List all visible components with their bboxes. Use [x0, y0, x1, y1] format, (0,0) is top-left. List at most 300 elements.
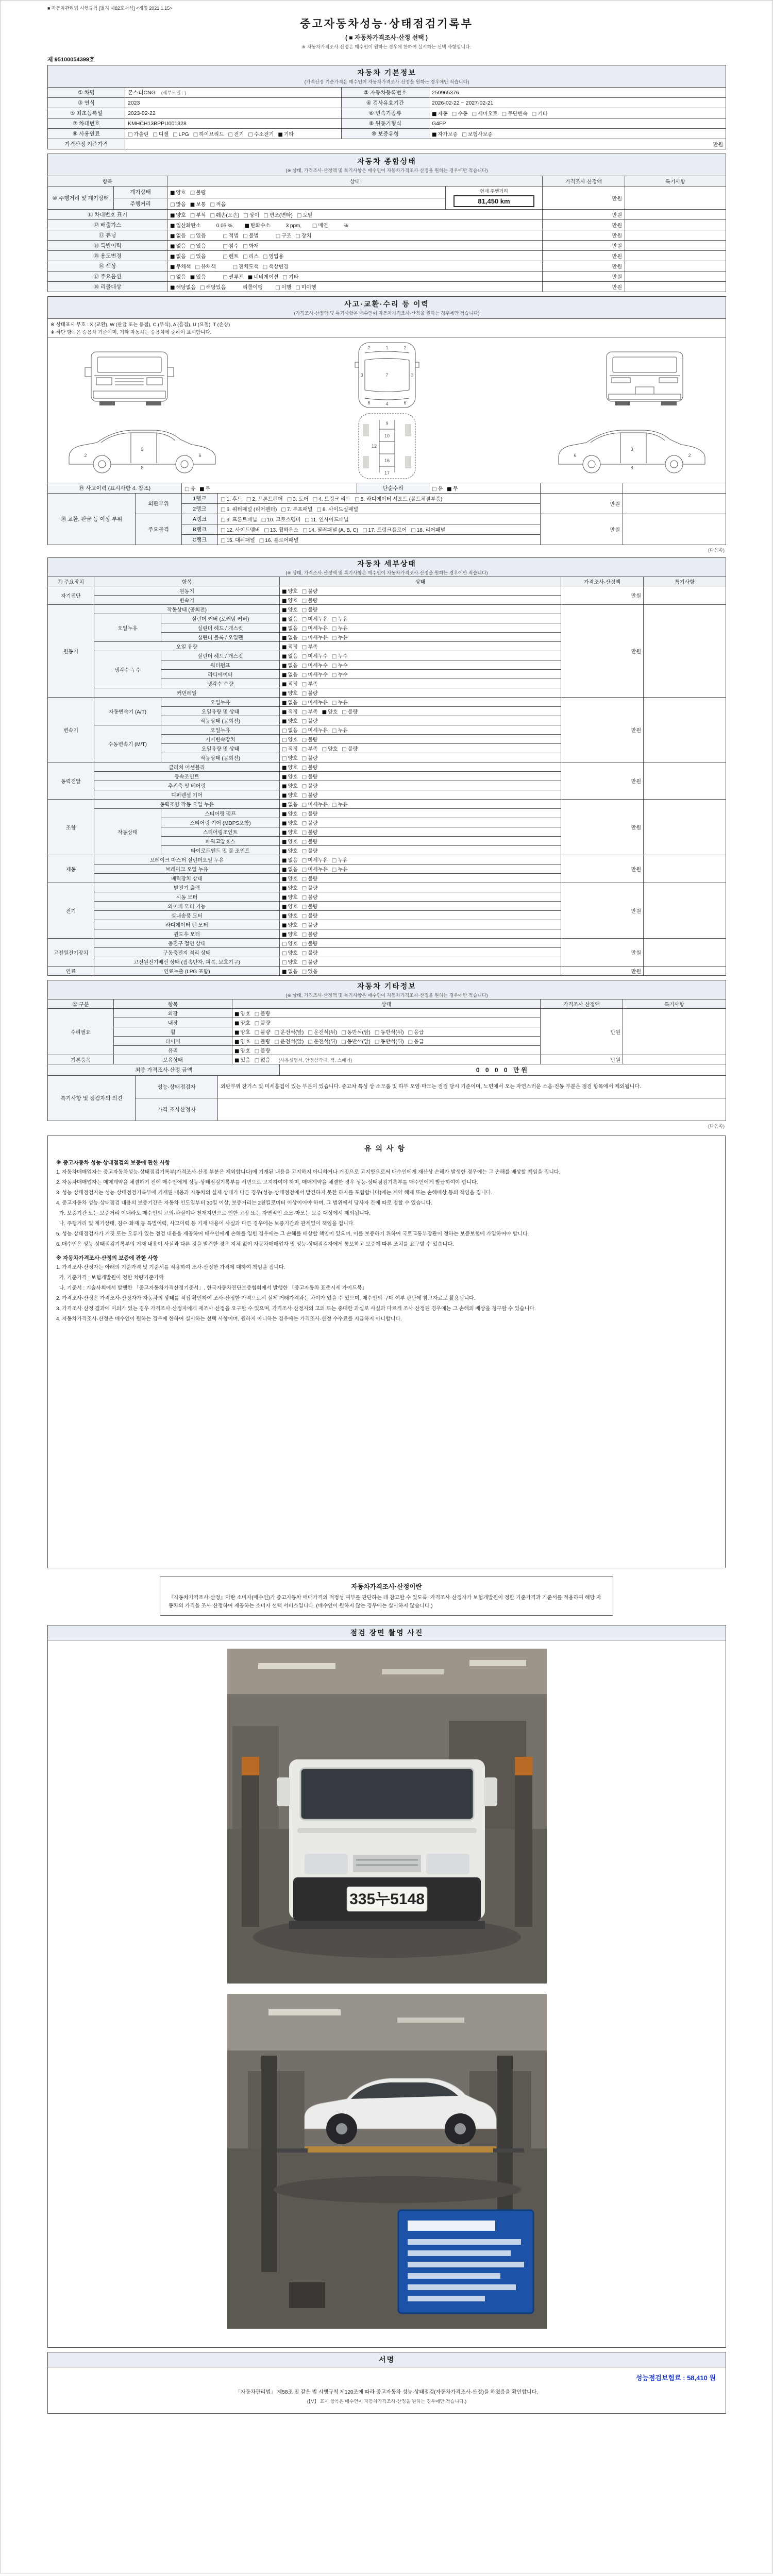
lab: 연료 [48, 967, 94, 976]
checkbox-group [167, 210, 543, 220]
note-cell [625, 272, 726, 282]
section-note: (가격산정 기준가격은 매수인이 자동차가격조사·산정을 원하는 경우에만 적습니다) [304, 79, 469, 84]
checkbox-icon: □ [221, 528, 226, 533]
svg-text:2: 2 [404, 345, 407, 350]
label-cell: ⑧ 원동기형식 [342, 118, 429, 129]
option [248, 273, 279, 280]
option [302, 624, 328, 632]
price-cell: 만원 [543, 220, 625, 230]
state [280, 698, 561, 707]
option-label: 없음 [288, 663, 298, 669]
price-cell: 만원 [543, 210, 625, 220]
option-label: 훼손(오손) [216, 213, 240, 218]
checkbox-icon: □ [274, 1030, 280, 1036]
state [280, 920, 561, 929]
checkbox-icon: □ [301, 756, 307, 761]
option [276, 231, 292, 239]
option [282, 809, 298, 817]
lab: 스티어링 펌프 [161, 809, 280, 818]
price-cell: 만원 [543, 241, 625, 251]
option [282, 717, 298, 724]
notecell [644, 762, 726, 800]
title-block [47, 15, 726, 50]
section-header-basic [48, 65, 726, 88]
option-label: 적정 [288, 709, 298, 715]
option [282, 735, 298, 743]
checkbox-icon: □ [301, 654, 307, 659]
checkbox-icon: □ [254, 1048, 260, 1054]
option-label: 양호 [288, 932, 298, 938]
option [302, 791, 318, 799]
option [462, 130, 493, 138]
checkbox-icon: □ [301, 904, 307, 910]
option [282, 726, 298, 734]
option [408, 1028, 424, 1036]
lab: 오일 유량 [94, 642, 280, 651]
lab: 고전원전기장치 [48, 939, 94, 967]
car-side-view-right [559, 430, 705, 473]
svg-text:4: 4 [385, 401, 389, 406]
checkbox-icon: □ [221, 497, 226, 502]
checkbox-icon: □ [301, 913, 307, 919]
option [221, 505, 277, 513]
svg-text:2: 2 [84, 453, 87, 458]
checkbox-icon: □ [287, 497, 292, 502]
option-label: 있음 [196, 275, 206, 280]
checkbox-group [170, 242, 210, 249]
option [255, 1056, 271, 1063]
table-row [48, 1009, 726, 1018]
notice-sections [56, 1159, 717, 1324]
option [190, 242, 206, 249]
option [221, 515, 257, 523]
option [472, 109, 498, 117]
checkbox-icon: □ [301, 830, 307, 836]
option-label: 응급 [414, 1030, 424, 1036]
checkbox-icon: □ [301, 765, 307, 771]
checkbox-icon: ■ [234, 1030, 240, 1036]
option-label: 보험사보증 [467, 132, 493, 138]
checkbox-group [218, 524, 541, 535]
row-label: ⑫ 배출가스 [48, 220, 167, 230]
option-label: 양호 [288, 756, 298, 761]
manwon: 만원 [561, 883, 644, 939]
lab: 타이어 [114, 1037, 232, 1046]
option [302, 930, 318, 938]
lab: 브레이크 마스터 실린더오일 누유 [94, 855, 280, 865]
emission-value: % [343, 223, 348, 229]
checkbox-icon: □ [316, 507, 322, 513]
option-label: 불법 [248, 233, 259, 239]
option-label: 양호 [288, 811, 298, 817]
option-label: 동반석(앞) [347, 1030, 371, 1036]
checkbox-group [170, 273, 210, 280]
state [280, 614, 561, 623]
option [302, 707, 318, 715]
option [295, 283, 316, 291]
option-label: 9. 프론트패널 [226, 517, 257, 523]
pricing-info-title: 자동차가격조사·산정이란 [351, 1583, 422, 1590]
final-price-value [280, 1064, 726, 1076]
option [153, 130, 169, 138]
lab: 조향 [48, 800, 94, 855]
option [287, 495, 309, 502]
option-label: 리스 [248, 254, 259, 260]
state [280, 651, 561, 660]
option [332, 865, 348, 873]
checkbox-group [312, 221, 332, 229]
checkbox-icon: □ [341, 1039, 346, 1045]
option [355, 495, 442, 502]
option-label: 없음 [288, 802, 298, 808]
option [362, 526, 407, 533]
svg-text:2: 2 [367, 345, 371, 350]
option [243, 231, 259, 239]
pricing-info-box [160, 1577, 613, 1616]
option-label: 부족 [308, 682, 318, 687]
option [255, 1019, 271, 1026]
option [282, 893, 298, 901]
section-header-overall [48, 154, 726, 176]
option-label: 없음 [288, 867, 298, 873]
option [312, 221, 328, 229]
lab: 타이로드엔드 및 볼 조인트 [161, 846, 280, 855]
checkbox-icon: □ [190, 213, 195, 218]
option-label: 부식 [196, 213, 206, 218]
note-cell [625, 241, 726, 251]
section-header-accident [48, 297, 726, 319]
checkbox-icon: ■ [282, 709, 287, 715]
checkbox-icon: □ [301, 700, 307, 706]
option [223, 252, 239, 260]
option-label: 양호 [240, 1021, 250, 1026]
option-label: 미세누유 [308, 728, 328, 734]
section-header-sign [48, 2352, 726, 2367]
option [128, 130, 148, 138]
lab: 원동기 [48, 605, 94, 698]
checkbox-icon: ■ [282, 867, 287, 873]
checkbox-icon: ■ [282, 626, 287, 632]
lab: 기어변속장치 [161, 735, 280, 744]
option-label: 양호 [240, 1039, 250, 1045]
option-label: 불량 [308, 923, 318, 928]
option-label: 불량 [260, 1011, 271, 1017]
checkbox-icon: □ [259, 538, 264, 544]
option [332, 661, 348, 669]
row-label: 주요골격 [136, 514, 182, 545]
checkbox-icon: □ [301, 663, 307, 669]
checkbox-group [429, 129, 726, 139]
checkbox-icon: ■ [282, 913, 287, 919]
notice-box [47, 1136, 726, 1568]
checkbox-icon: □ [261, 517, 266, 523]
note-cell [625, 261, 726, 272]
option [282, 763, 298, 771]
option [234, 1046, 250, 1054]
option-label: 부족 [308, 645, 318, 650]
section-title: 자동차 기타정보 [357, 982, 416, 990]
value-cell: 250965376 [429, 88, 726, 98]
option-label: 불량 [308, 784, 318, 789]
checkbox-icon: ■ [282, 589, 287, 595]
option-label: 운전석(뒤) [313, 1030, 338, 1036]
checkbox-icon: ■ [282, 635, 287, 641]
checkbox-icon: □ [301, 635, 307, 641]
option [223, 242, 239, 249]
rank-label: 2랭크 [182, 504, 218, 514]
option [283, 273, 299, 280]
insurance-fee [58, 2372, 716, 2382]
manwon: 만원 [541, 1055, 623, 1064]
color-state-cell [167, 261, 543, 272]
option [282, 680, 298, 687]
option-label: 불량 [308, 876, 318, 882]
checkbox-icon: □ [331, 663, 337, 669]
svg-text:7: 7 [385, 372, 389, 378]
option [302, 670, 328, 678]
lab: 발전기 출력 [94, 883, 280, 892]
option [302, 939, 318, 947]
section-title: 사고·교환·수리 등 이력 [344, 300, 429, 308]
final-unit: 만원 [513, 1066, 530, 1074]
label-cell: ④ 검사유효기간 [342, 98, 429, 108]
lab: 냉각수 누수 [94, 651, 161, 688]
checkbox-icon: □ [301, 737, 307, 743]
svg-text:8: 8 [141, 465, 144, 470]
option [282, 819, 298, 826]
note-cell [625, 282, 726, 292]
option-label: 불량 [308, 811, 318, 817]
detail-table-body [48, 586, 726, 976]
option [281, 505, 312, 513]
document-number: 제 95100054399호 [47, 57, 95, 63]
lab: 작동상태 [94, 809, 161, 855]
manwon: 만원 [561, 605, 644, 698]
checkbox-icon: □ [262, 264, 268, 270]
checkbox-icon: □ [301, 839, 307, 845]
label-cell: 가격산정 기준가격 [48, 139, 125, 149]
checkbox-group [125, 129, 342, 139]
option [302, 587, 318, 595]
checkbox-icon: □ [301, 960, 307, 965]
lab: 자동변속기 (A/T) [94, 698, 161, 725]
option-label: 썬루프 [228, 275, 244, 280]
option-label: 부족 [308, 709, 318, 715]
option-label: 불량 [308, 839, 318, 845]
checkbox-icon: ■ [282, 774, 287, 780]
checkbox-icon: ■ [170, 223, 175, 229]
col-header: 특기사항 [623, 999, 726, 1009]
photo-cell [48, 1640, 726, 2348]
notice-section [56, 1254, 717, 1324]
checkbox-icon: □ [331, 654, 337, 659]
option-label: 없음 [288, 858, 298, 863]
option-label: 불량 [308, 849, 318, 854]
state [280, 911, 561, 920]
inspection-info-board [398, 2210, 533, 2313]
option [282, 698, 298, 706]
svg-text:16: 16 [384, 458, 390, 463]
checkbox-icon: ■ [282, 700, 287, 706]
checkbox-icon: □ [301, 728, 307, 734]
option-label: 없음 [288, 635, 298, 641]
checkbox-icon: □ [301, 589, 307, 595]
checkbox-icon: ■ [282, 858, 287, 863]
checkbox-icon: □ [331, 635, 337, 641]
option [342, 744, 358, 752]
checkbox-group [170, 231, 210, 239]
lab: 수리필요 [48, 1009, 114, 1055]
option [322, 707, 338, 715]
option [170, 200, 186, 208]
option [302, 763, 318, 771]
option [302, 884, 318, 891]
option [244, 221, 270, 229]
note-cell [625, 251, 726, 261]
option [302, 846, 318, 854]
lab: 작동상태 (공회전) [161, 753, 280, 762]
checkbox-icon: □ [301, 607, 307, 613]
option [302, 642, 318, 650]
state [280, 800, 561, 809]
option [282, 856, 298, 863]
option-label: 없음 [288, 672, 298, 678]
base-price-cell: 만원 [125, 139, 726, 149]
checkbox-icon: □ [262, 254, 268, 260]
checkbox-icon: ■ [282, 719, 287, 724]
option-label: 누수 [338, 654, 348, 659]
checkbox-icon: □ [301, 802, 307, 808]
option-label: 불량 [196, 190, 206, 196]
option-label: 자가보증 [438, 132, 458, 138]
table-row [48, 939, 726, 948]
option-label: 12. 사이드멤버 [226, 528, 260, 533]
checkbox-group [233, 262, 293, 270]
checkbox-icon: ■ [190, 201, 195, 208]
lab: 워터펌프 [161, 660, 280, 670]
checkbox-group [429, 108, 726, 118]
checkbox-icon: ■ [170, 190, 175, 196]
option-label: 불량 [308, 951, 318, 956]
option-label: 적법 [228, 233, 239, 239]
checkbox-icon: □ [374, 1030, 380, 1036]
option [275, 1028, 304, 1036]
checkbox-icon: □ [301, 941, 307, 947]
state [280, 818, 561, 827]
option-label: 불량 [308, 821, 318, 826]
option-label: 양호 [288, 839, 298, 845]
option-label: 없음 [288, 700, 298, 706]
state [232, 1009, 541, 1018]
option-label: 화재 [248, 244, 259, 249]
option-label: 누수 [338, 663, 348, 669]
checkbox-icon: □ [303, 528, 308, 533]
option-label: 14. 필러패널 (A, B, C) [308, 528, 359, 533]
vin-value: KMHCH13BPPU001328 [125, 118, 342, 129]
lab: 구동축전지 격리 상태 [94, 948, 280, 957]
option-label: 전체도색 [239, 264, 259, 270]
option [411, 526, 445, 533]
checkbox-icon: □ [331, 728, 337, 734]
option [221, 495, 242, 502]
option-label: 누유 [338, 867, 348, 873]
row-label: ⑱ 리콜대상 [48, 282, 167, 292]
option-label: 네비게이션 [254, 275, 279, 280]
option [282, 828, 298, 836]
option [432, 109, 448, 117]
checkbox-icon: ■ [234, 1039, 240, 1045]
lab: 실내송풍 모터 [94, 911, 280, 920]
price-cell: 만원 [543, 251, 625, 261]
option [447, 484, 458, 492]
option [302, 782, 318, 789]
option-label: 불량 [260, 1048, 271, 1054]
lab: 작동상태 (공회전) [161, 716, 280, 725]
option [302, 837, 318, 845]
option-label: 이행 [281, 285, 292, 291]
lab: 오일유량 및 상태 [161, 707, 280, 716]
row-label: ⑰ 주요옵션 [48, 272, 167, 282]
notice-item: 1. 자동차매매업자는 중고자동차성능·상태점검기록부(가격조사·산정 부분은 제외합니다)에 기재된 내용을 고지하지 아니하거나 거짓으로 고지함으로써 매수인에게 재산상 손해가 발생한 경우에는 그 손해를 배상할 책임을 집니다. [56, 1170, 561, 1175]
title-subtitle: ( ■ 자동차가격조사·산정 선택 ) [345, 34, 428, 41]
detail-state-table [47, 557, 726, 976]
checkbox-icon: □ [275, 285, 280, 291]
option [282, 707, 298, 715]
col-header: ㉑ 주요장치 [48, 577, 94, 586]
checkbox-icon: □ [531, 111, 537, 117]
option-label: 양호 [288, 719, 298, 724]
option [190, 211, 206, 218]
checkbox-icon: □ [301, 598, 307, 604]
checkbox-icon: □ [331, 867, 337, 873]
checkbox-icon: ■ [282, 617, 287, 622]
checkbox-icon: ■ [234, 1058, 240, 1063]
lab: 라디에이터 [161, 670, 280, 679]
checkbox-icon: □ [342, 747, 347, 752]
checkbox-icon: □ [322, 747, 327, 752]
option-label: 8. 사이드실패널 [322, 507, 359, 513]
option [282, 791, 298, 799]
checkbox-icon: □ [200, 285, 205, 291]
option-label: 5. 라디에이터 서포트 (볼트체결부품) [360, 497, 443, 502]
option-label: 불량 [308, 913, 318, 919]
option [375, 1037, 404, 1045]
checkbox-icon: □ [301, 793, 307, 799]
option-label: 없음 [288, 617, 298, 622]
svg-text:3: 3 [411, 372, 414, 378]
option-label: 하이브리드 [199, 132, 224, 138]
option [332, 652, 348, 659]
checkbox-icon: □ [228, 132, 233, 138]
car-rear-view [607, 352, 683, 405]
option [234, 1019, 250, 1026]
signature-table [47, 2352, 726, 2414]
lab: 오일누유 [161, 698, 280, 707]
checkbox-icon: □ [301, 858, 307, 863]
option-label: 11. 인사이드패널 [310, 517, 349, 523]
option-label: 없음 [288, 654, 298, 659]
option [332, 633, 348, 641]
checkbox-icon: □ [312, 497, 318, 502]
option [195, 262, 215, 270]
option [302, 726, 328, 734]
lab: 스티어링 기어 (MDPS포함) [161, 818, 280, 827]
lab: 스티어링조인트 [161, 827, 280, 837]
option [282, 587, 298, 595]
checkbox-group [170, 262, 220, 270]
option [170, 283, 196, 291]
checkbox-group [170, 221, 205, 229]
